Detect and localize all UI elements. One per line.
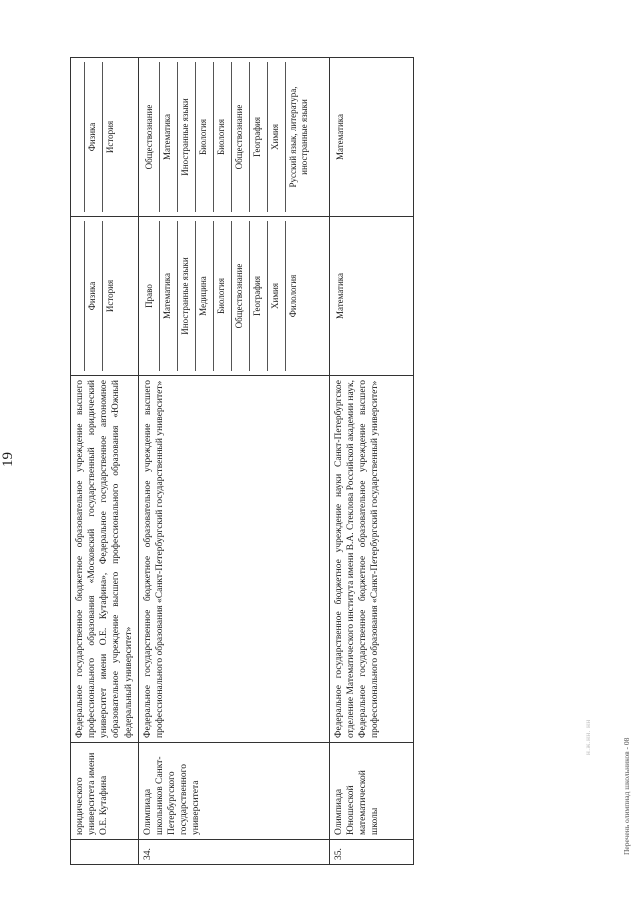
subject: География <box>249 221 267 371</box>
subject-cell <box>71 217 139 376</box>
table-row <box>329 58 413 865</box>
table-row <box>138 58 329 865</box>
profile: Биология <box>195 62 213 212</box>
subject: Химия <box>267 221 285 371</box>
profile: Русский язык, литература, иностранные языки <box>287 86 310 188</box>
subject: Математика <box>159 221 177 371</box>
subject: Биология <box>213 221 231 371</box>
profile <box>74 62 85 212</box>
organizer: Федеральное государственное бюджетное образовательное учреждение высшего профессионального образования «Санкт-Петербургский государственный университет» <box>138 376 329 743</box>
profile: История <box>105 120 115 154</box>
subject: Обществознание <box>231 221 249 371</box>
subject-cell <box>329 217 413 376</box>
profile-cell <box>71 58 139 217</box>
subject: Право <box>142 221 160 371</box>
subject: Физика <box>85 221 103 371</box>
olympiad-table <box>70 57 414 865</box>
subject <box>74 221 85 371</box>
profile-cell <box>329 58 413 217</box>
row-number: 35. <box>329 840 413 865</box>
profile: Иностранные языки <box>177 62 195 212</box>
olympiad-name: Олимпиада школьников Санкт-Петербургского государственного университета <box>138 743 329 840</box>
organizer: Федеральное государственное бюджетное учреждение науки Санкт-Петербургское отделение Математического института имени В.А. Стеклова Российской академии наук, Федеральное государственное бюджетное образовательное учреждение высшего профессионального образования «Санкт-Петербургский государственный университет» <box>329 376 413 743</box>
olympiad-name: юридического университета имени О.Е. Кутафина <box>71 743 139 840</box>
profile-cell <box>138 58 329 217</box>
profile: Химия <box>267 62 285 212</box>
footer-reference: Перечень олимпиад школьников - 08 <box>622 737 631 855</box>
subject: Математика <box>334 272 345 320</box>
profile: География <box>249 62 267 212</box>
row-number <box>71 840 139 865</box>
subject: Медицина <box>195 221 213 371</box>
olympiad-name: Олимпиада Юношеской математической школы <box>329 743 413 840</box>
table-row <box>71 58 139 865</box>
subject: Иностранные языки <box>177 221 195 371</box>
subject-cell <box>138 217 329 376</box>
subject: Филология <box>287 274 298 318</box>
profile: Обществознание <box>231 62 249 212</box>
subject: История <box>105 279 115 313</box>
row-number: 34. <box>138 840 329 865</box>
page-number-text: 19 <box>0 452 16 467</box>
organizer: Федеральное государственное бюджетное образовательное учреждение высшего профессионального образования «Московский государственный юридический университет имени О.Е. Кутафина», Федеральное государственное автономное образовательное учреждение высшего профессионального образования «Южный федеральный университет» <box>71 376 139 743</box>
profile: Математика <box>159 62 177 212</box>
profile: Физика <box>85 62 103 212</box>
profile: Обществознание <box>142 62 160 212</box>
profile: Математика <box>334 113 345 161</box>
profile: Биология <box>213 62 231 212</box>
faint-bleedthrough-text: н.ж.нн. нн <box>584 719 592 755</box>
